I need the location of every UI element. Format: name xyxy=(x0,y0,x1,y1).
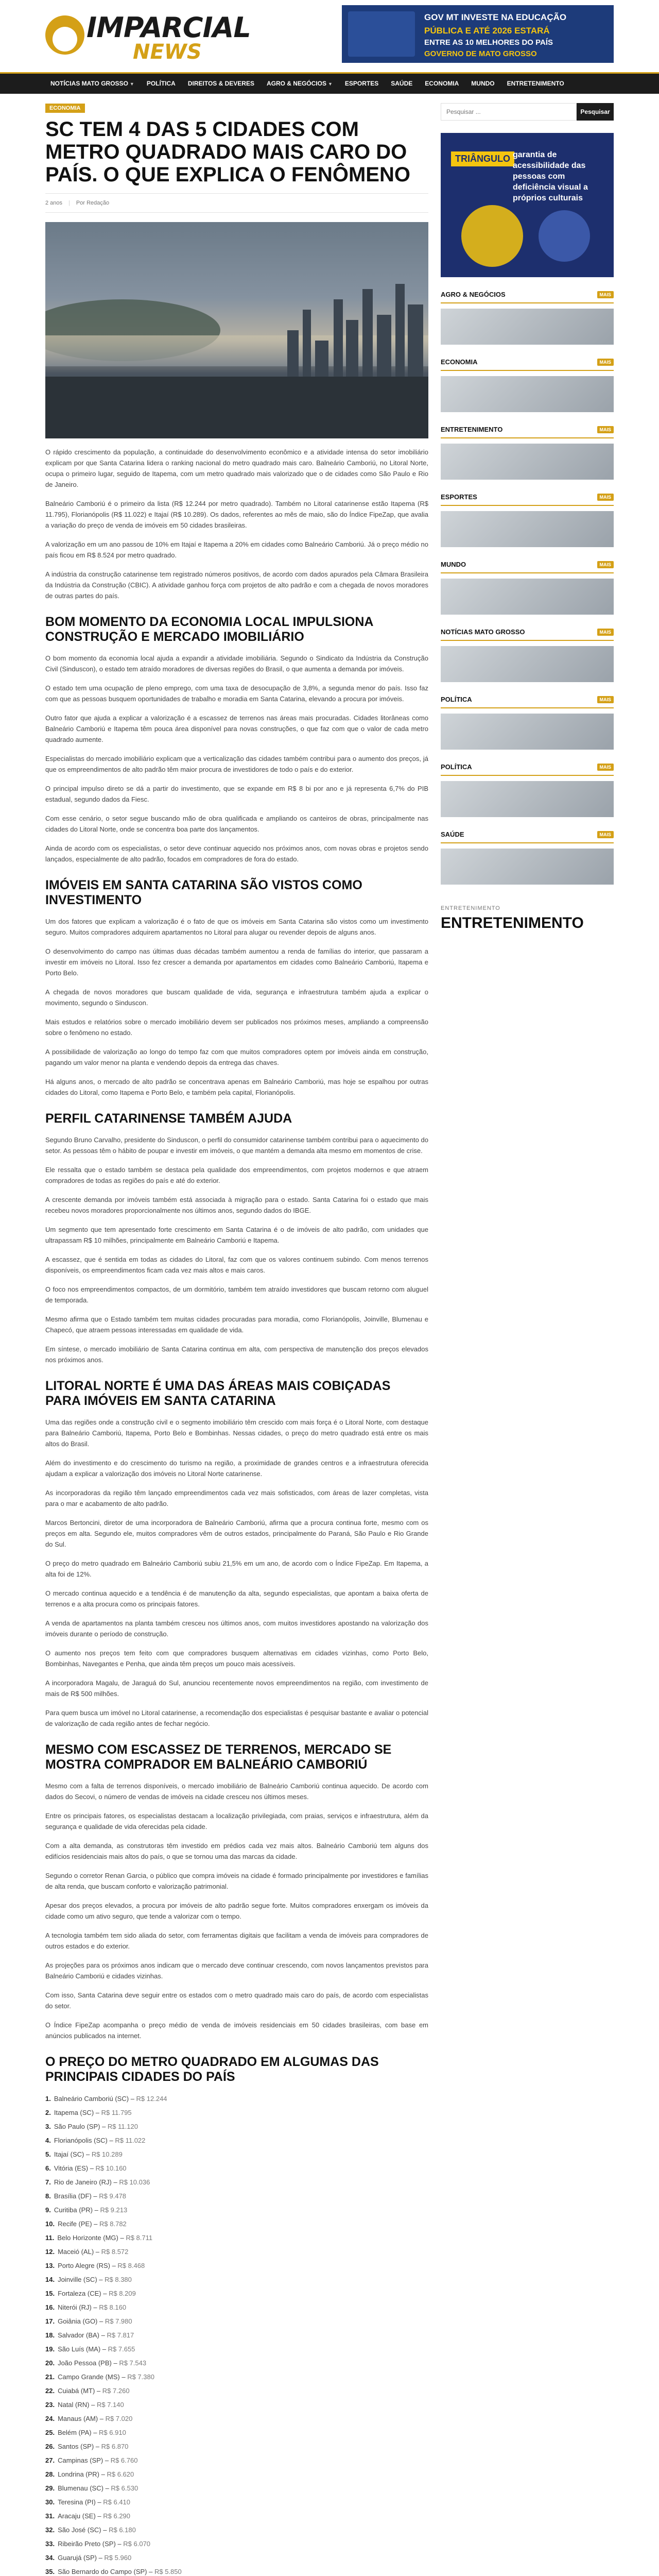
city-name: São Paulo (SP) xyxy=(54,2123,100,2130)
list-rank: 29. xyxy=(45,2484,55,2492)
widget-more-button[interactable]: MAIS xyxy=(597,359,614,366)
price-list-item: 19. São Luís (MA) – R$ 7.655 xyxy=(45,2345,135,2353)
list-rank: 25. xyxy=(45,2429,55,2436)
price-list-item: 27. Campinas (SP) – R$ 6.760 xyxy=(45,2456,138,2464)
list-rank: 19. xyxy=(45,2345,55,2353)
list-rank: 28. xyxy=(45,2470,55,2478)
price-list-item: 17. Goiânia (GO) – R$ 7.980 xyxy=(45,2317,132,2325)
article-paragraph: A indústria da construção catarinense tem registrado números positivos, de acordo com dados apurados pela Câmara Brasileira da Indústria da Construção (CBIC). A atividade ganhou força com projetos de alto padrão e com a chegada de novos moradores de outras partes do país. xyxy=(45,570,428,600)
article-intro xyxy=(45,447,428,601)
city-name: Curitiba (PR) xyxy=(54,2206,93,2214)
city-price: R$ 6.070 xyxy=(123,2540,151,2548)
price-list-item: 4. Florianópolis (SC) – R$ 11.022 xyxy=(45,2137,146,2144)
city-price: R$ 6.530 xyxy=(111,2484,138,2492)
city-name: Vitória (ES) xyxy=(54,2164,89,2172)
city-price: R$ 6.620 xyxy=(107,2470,134,2478)
article-paragraph: Entre os principais fatores, os especialistas destacam a localização privilegiada, com praias, serviços e infraestrutura, além da segurança e qualidade de vida oferecidas pela cidade. xyxy=(45,1812,428,1831)
city-name: Itapema (SC) xyxy=(54,2109,94,2116)
article-paragraph: Outro fator que ajuda a explicar a valorização é a escassez de terrenos nas áreas mais procuradas. Cidades litorâneas como Balneário Camboriú e Itapema têm pouca área disponível para novas construções, o que faz com que o valor de cada metro quadrado aumente. xyxy=(45,714,428,743)
list-rank: 21. xyxy=(45,2373,55,2381)
price-list-item: 10. Recife (PE) – R$ 8.782 xyxy=(45,2220,127,2228)
price-list-heading: O PREÇO DO METRO QUADRADO EM ALGUMAS DAS PRINCIPAIS CIDADES DO PAÍS xyxy=(45,2055,379,2084)
widget-thumbnail[interactable] xyxy=(441,309,614,345)
category-widget xyxy=(441,358,614,412)
city-name: Maceió (AL) xyxy=(58,2248,94,2256)
list-rank: 4. xyxy=(45,2137,51,2144)
city-price: R$ 11.022 xyxy=(115,2137,146,2144)
article-paragraph: As projeções para os próximos anos indicam que o mercado deve continuar crescendo, com novos lançamentos previstos para Balneário Camboriú e cidades vizinhas. xyxy=(45,1961,428,1980)
price-list-item: 23. Natal (RN) – R$ 7.140 xyxy=(45,2401,124,2409)
section-2-body xyxy=(45,916,428,1098)
article-hero-image xyxy=(45,222,428,438)
list-rank: 6. xyxy=(45,2164,51,2172)
price-list-item: 25. Belém (PA) – R$ 6.910 xyxy=(45,2429,126,2436)
nav-item-economia[interactable]: ECONOMIA xyxy=(425,80,459,87)
price-list-item: 28. Londrina (PR) – R$ 6.620 xyxy=(45,2470,134,2478)
widget-thumbnail[interactable] xyxy=(441,511,614,547)
city-name: Itajaí (SC) xyxy=(54,2150,84,2158)
article-paragraph: A tecnologia também tem sido aliada do setor, com ferramentas digitais que facilitam a venda de imóveis para compradores de outros estados e do exterior. xyxy=(45,1931,428,1950)
featured-section-label: ENTRETENIMENTO xyxy=(441,905,500,911)
price-list-item: 3. São Paulo (SP) – R$ 11.120 xyxy=(45,2123,138,2130)
city-name: Belo Horizonte (MG) xyxy=(57,2234,118,2242)
list-rank: 1. xyxy=(45,2095,51,2103)
logo-text-secondary: NEWS xyxy=(133,40,202,64)
widget-title[interactable] xyxy=(441,831,614,843)
city-name: Brasília (DF) xyxy=(54,2192,92,2200)
list-rank: 31. xyxy=(45,2512,55,2520)
article-paragraph: Segundo o corretor Renan Garcia, o público que compra imóveis na cidade é formado principalmente por investidores e famílias de alta renda, que buscam conforto e valorização patrimonial. xyxy=(45,1872,428,1890)
city-name: Belém (PA) xyxy=(58,2429,92,2436)
city-price: R$ 9.478 xyxy=(99,2192,127,2200)
article-paragraph: Com isso, Santa Catarina deve seguir entre os estados com o metro quadrado mais caro do país, de acordo com especialistas do setor. xyxy=(45,1991,428,2010)
price-list-item: 14. Joinville (SC) – R$ 8.380 xyxy=(45,2276,132,2283)
city-price: R$ 6.410 xyxy=(103,2498,131,2506)
article-paragraph: Há alguns anos, o mercado de alto padrão se concentrava apenas em Balneário Camboriú, mas hoje se espalhou por outras cidades do Litoral, como Itapema e Porto Belo, e também pela capital, Florianópolis. xyxy=(45,1078,428,1096)
section-4-body xyxy=(45,1417,428,1729)
category-widget xyxy=(441,426,614,480)
city-price: R$ 7.655 xyxy=(108,2345,135,2353)
article-paragraph: Além do investimento e do crescimento do turismo na região, a proximidade de grandes centros e a infraestrutura oferecida ajudam a explicar a valorização dos imóveis no Litoral Norte catarinense. xyxy=(45,1459,428,1478)
city-price: R$ 6.910 xyxy=(99,2429,126,2436)
price-list-item: 22. Cuiabá (MT) – R$ 7.260 xyxy=(45,2387,130,2395)
list-rank: 20. xyxy=(45,2359,55,2367)
article-paragraph: O foco nos empreendimentos compactos, de um dormitório, também tem atraído investidores que buscam retorno com aluguel de temporada. xyxy=(45,1285,428,1304)
city-price: R$ 11.120 xyxy=(107,2123,138,2130)
city-name: Fortaleza (CE) xyxy=(58,2290,101,2297)
city-name: Natal (RN) xyxy=(58,2401,90,2409)
list-rank: 17. xyxy=(45,2317,55,2325)
article-paragraph: O rápido crescimento da população, a continuidade do desenvolvimento econômico e a atividade intensa do setor imobiliário explicam por que Santa Catarina lidera o ranking nacional do metro quadrado mais caro. Balneário Camboriú, no Litoral Norte, ocupa o primeiro lugar, seguido de Itapema, com um metro quadrado mais valorizado que o de cidades como São Paulo e Rio de Janeiro. xyxy=(45,448,428,488)
list-rank: 9. xyxy=(45,2206,51,2214)
city-price: R$ 7.543 xyxy=(119,2359,147,2367)
article-paragraph: Em síntese, o mercado imobiliário de Santa Catarina continua em alta, com perspectiva de manutenção dos preços elevados nos próximos anos. xyxy=(45,1345,428,1364)
ad-line-2: PÚBLICA E ATÉ 2026 ESTARÁ xyxy=(424,26,550,36)
list-rank: 33. xyxy=(45,2540,55,2548)
city-name: Florianópolis (SC) xyxy=(54,2137,108,2144)
list-rank: 10. xyxy=(45,2220,55,2228)
chevron-down-icon: ▼ xyxy=(129,81,134,87)
widget-title[interactable] xyxy=(441,291,614,303)
article-paragraph: O principal impulso direto se dá a partir do investimento, que se expande em R$ 8 bi por ano e já representa 6,7% do PIB estadual, segundo dados da Fiesc. xyxy=(45,785,428,803)
article-paragraph: A crescente demanda por imóveis também está associada à migração para o estado. Santa Catarina foi o estado que mais recebeu novos moradores proporcionalmente nos últimos anos, segundo dados do IBGE. xyxy=(45,1196,428,1214)
city-name: Aracaju (SE) xyxy=(58,2512,96,2520)
section-1-body xyxy=(45,653,428,865)
city-name: Joinville (SC) xyxy=(58,2276,97,2283)
list-rank: 13. xyxy=(45,2262,55,2269)
sidebar-widgets xyxy=(441,291,614,885)
widget-title[interactable] xyxy=(441,493,614,506)
category-widget xyxy=(441,493,614,547)
city-name: Campo Grande (MS) xyxy=(58,2373,120,2381)
article-paragraph: Mesmo afirma que o Estado também tem muitas cidades procuradas para moradia, como Florianópolis, Joinville, Blumenau e Chapecó, que atraem pessoas interessadas em qualidade de vida. xyxy=(45,1315,428,1334)
city-price: R$ 8.468 xyxy=(117,2262,145,2269)
city-price: R$ 11.795 xyxy=(101,2109,132,2116)
city-price: R$ 8.160 xyxy=(99,2303,127,2311)
article-paragraph: O aumento nos preços tem feito com que compradores busquem alternativas em cidades vizinhas, como Porto Belo, Bombinhas, Navegantes e Penha, que ainda têm preços um pouco mais acessíveis. xyxy=(45,1649,428,1668)
article-paragraph: A possibilidade de valorização ao longo do tempo faz com que muitos compradores optem por imóveis ainda em construção, pagando um valor menor na planta e vendendo depois da entrega das chaves. xyxy=(45,1048,428,1066)
city-price: R$ 6.760 xyxy=(110,2456,138,2464)
section-heading-5: MESMO COM ESCASSEZ DE TERRENOS, MERCADO SE MOSTRA COMPRADOR EM BALNEÁRIO CAMBORIÚ xyxy=(45,1742,392,1772)
city-price: R$ 8.380 xyxy=(105,2276,132,2283)
article-paragraph: Para quem busca um imóvel no Litoral catarinense, a recomendação dos especialistas é pesquisar bastante e avaliar o potencial de valorização de cada região antes de fechar negócio. xyxy=(45,1709,428,1727)
city-name: Guarujá (SP) xyxy=(58,2554,97,2562)
widget-title[interactable] xyxy=(441,426,614,438)
chevron-down-icon: ▼ xyxy=(327,81,333,87)
byline-separator: | xyxy=(68,200,70,206)
price-list-item: 24. Manaus (AM) – R$ 7.020 xyxy=(45,2415,133,2422)
city-price: R$ 7.380 xyxy=(127,2373,154,2381)
price-list-item: 2. Itapema (SC) – R$ 11.795 xyxy=(45,2109,132,2116)
nav-item-politica[interactable]: POLÍTICA xyxy=(146,80,176,87)
article-title: SC TEM 4 DAS 5 CIDADES COM METRO QUADRADO MAIS CARO DO PAÍS. O QUE EXPLICA O FENÔMENO xyxy=(45,118,410,186)
widget-more-button[interactable]: MAIS xyxy=(597,629,614,636)
price-list-item: 35. São Bernardo do Campo (SP) – R$ 5.850 xyxy=(45,2568,182,2575)
article-paragraph: Mais estudos e relatórios sobre o mercado imobiliário devem ser publicados nos próximos meses, ampliando a compreensão sobre o fenômeno no estado. xyxy=(45,1018,428,1037)
category-widget xyxy=(441,696,614,750)
article-paragraph: O desenvolvimento do campo nas últimas duas décadas também aumentou a renda de famílias do interior, que passaram a investir em imóveis no Litoral. Isso fez crescer a demanda por apartamentos em cidades como Balneário Camboriú, Itapema e Porto Belo. xyxy=(45,947,428,977)
article-paragraph: A valorização em um ano passou de 10% em Itajaí e Itapema a 20% em cidades como Balneário Camboriú. Já o preço médio no país ficou em R$ 8.524 por metro quadrado. xyxy=(45,540,428,559)
price-list-item: 29. Blumenau (SC) – R$ 6.530 xyxy=(45,2484,138,2492)
city-price: R$ 10.289 xyxy=(91,2150,123,2158)
nav-item-noticias-mt[interactable]: NOTÍCIAS MATO GROSSO ▼ xyxy=(50,80,134,87)
price-list-item: 12. Maceió (AL) – R$ 8.572 xyxy=(45,2248,129,2256)
article-paragraph: A escassez, que é sentida em todas as cidades do Litoral, faz com que os valores continuem subindo. Com menos terrenos disponíveis, os empreendimentos ficam cada vez mais altos e mais caros. xyxy=(45,1256,428,1274)
section-5-body xyxy=(45,1781,428,2041)
list-rank: 8. xyxy=(45,2192,51,2200)
city-price: R$ 7.020 xyxy=(105,2415,133,2422)
nav-item-direitos[interactable]: DIREITOS & DEVERES xyxy=(187,80,254,87)
search-form xyxy=(441,103,614,121)
price-list-item: 20. João Pessoa (PB) – R$ 7.543 xyxy=(45,2359,147,2367)
article-paragraph: As incorporadoras da região têm lançado empreendimentos cada vez mais sofisticados, com áreas de lazer completas, vista para o mar e acabamento de alto padrão. xyxy=(45,1489,428,1507)
city-name: Teresina (PI) xyxy=(58,2498,96,2506)
widget-title-text: ESPORTES xyxy=(441,493,477,501)
list-rank: 27. xyxy=(45,2456,55,2464)
list-rank: 15. xyxy=(45,2290,55,2297)
city-price: R$ 6.870 xyxy=(101,2443,129,2450)
list-rank: 3. xyxy=(45,2123,51,2130)
city-price: R$ 12.244 xyxy=(136,2095,167,2103)
article-paragraph: Segundo Bruno Carvalho, presidente do Sinduscon, o perfil do consumidor catarinense também contribui para o aquecimento do setor. As pessoas têm o hábito de poupar e investir em imóveis, o que mantém a demanda alta mesmo em momentos de crise. xyxy=(45,1136,428,1155)
list-rank: 35. xyxy=(45,2568,55,2575)
widget-title[interactable] xyxy=(441,561,614,573)
list-rank: 30. xyxy=(45,2498,55,2506)
category-widget xyxy=(441,291,614,345)
list-rank: 23. xyxy=(45,2401,55,2409)
article-paragraph: Um dos fatores que explicam a valorização é o fato de que os imóveis em Santa Catarina são vistos como um investimento seguro. Muitos compradores adquirem apartamentos no Litoral para alugar ou revender depois de alguns anos. xyxy=(45,918,428,936)
city-name: Salvador (BA) xyxy=(58,2331,99,2339)
city-name: Porto Alegre (RS) xyxy=(58,2262,110,2269)
price-list-item: 5. Itajaí (SC) – R$ 10.289 xyxy=(45,2150,123,2158)
list-rank: 5. xyxy=(45,2150,51,2158)
widget-thumbnail[interactable] xyxy=(441,714,614,750)
widget-title-text: ENTRETENIMENTO xyxy=(441,426,503,433)
widget-more-button[interactable]: MAIS xyxy=(597,561,614,568)
widget-more-button[interactable]: MAIS xyxy=(597,291,614,298)
article-paragraph: A chegada de novos moradores que buscam qualidade de vida, segurança e infraestrutura também ajuda a explicar o movimento, segundo o Sinduscon. xyxy=(45,988,428,1007)
list-rank: 11. xyxy=(45,2234,55,2242)
article-paragraph: O mercado continua aquecido e a tendência é de manutenção da alta, segundo especialistas, que apontam a baixa oferta de terrenos e a alta procura como os principais fatores. xyxy=(45,1589,428,1608)
article-paragraph: Ainda de acordo com os especialistas, o setor deve continuar aquecido nos próximos anos, com novas obras e projetos sendo lançados, especialmente de alto padrão, focados em compradores de fora do estado. xyxy=(45,844,428,863)
ad-line-1: GOV MT INVESTE NA EDUCAÇÃO xyxy=(424,12,567,22)
city-price: R$ 8.572 xyxy=(101,2248,129,2256)
nav-item-entretenimento[interactable]: ENTRETENIMENTO xyxy=(507,80,564,87)
city-price: R$ 6.180 xyxy=(109,2526,136,2534)
article-date: 2 anos xyxy=(45,200,63,206)
article-paragraph: O estado tem uma ocupação de pleno emprego, com uma taxa de desocupação de 3,8%, a segunda menor do país. Isso faz com que as pessoas busquem oportunidades de trabalho e moradia em Santa Catarina, elevando a procura por imóveis. xyxy=(45,684,428,703)
city-name: Santos (SP) xyxy=(58,2443,94,2450)
article-paragraph: Mesmo com a falta de terrenos disponíveis, o mercado imobiliário de Balneário Camboriú continua aquecido. De acordo com dados do Secovi, o número de vendas de imóveis na cidade cresceu nos últimos meses. xyxy=(45,1782,428,1801)
city-name: Recife (PE) xyxy=(58,2220,92,2228)
city-name: Blumenau (SC) xyxy=(58,2484,103,2492)
widget-thumbnail[interactable] xyxy=(441,849,614,885)
featured-section-title[interactable]: ENTRETENIMENTO xyxy=(441,914,584,931)
widget-thumbnail[interactable] xyxy=(441,444,614,480)
category-widget xyxy=(441,561,614,615)
widget-title-text: POLÍTICA xyxy=(441,696,472,703)
city-price: R$ 10.160 xyxy=(95,2164,127,2172)
list-rank: 26. xyxy=(45,2443,55,2450)
widget-more-button[interactable]: MAIS xyxy=(597,426,614,433)
widget-title-text: AGRO & NEGÓCIOS xyxy=(441,291,506,298)
price-list-item: 32. São José (SC) – R$ 6.180 xyxy=(45,2526,136,2534)
city-price: R$ 7.817 xyxy=(107,2331,134,2339)
city-name: Cuiabá (MT) xyxy=(58,2387,95,2395)
category-widget xyxy=(441,628,614,682)
logo-ring xyxy=(45,15,84,55)
search-button[interactable]: Pesquisar xyxy=(577,103,614,121)
price-list-item: 1. Balneário Camboriú (SC) – R$ 12.244 xyxy=(45,2095,167,2103)
header-banner-ad[interactable] xyxy=(342,5,614,63)
city-name: São Luís (MA) xyxy=(58,2345,101,2353)
city-price: R$ 10.036 xyxy=(119,2178,150,2186)
city-name: Goiânia (GO) xyxy=(58,2317,98,2325)
section-heading-3: PERFIL CATARINENSE TAMBÉM AJUDA xyxy=(45,1111,292,1126)
nav-item-agro[interactable]: AGRO & NEGÓCIOS ▼ xyxy=(266,80,333,87)
widget-more-button[interactable]: MAIS xyxy=(597,831,614,838)
price-list-item: 16. Niterói (RJ) – R$ 8.160 xyxy=(45,2303,127,2311)
widget-thumbnail[interactable] xyxy=(441,376,614,412)
price-list-item: 26. Santos (SP) – R$ 6.870 xyxy=(45,2443,129,2450)
section-3-body xyxy=(45,1134,428,1365)
price-list-item: 6. Vitória (ES) – R$ 10.160 xyxy=(45,2164,127,2172)
city-name: Ribeirão Preto (SP) xyxy=(58,2540,116,2548)
widget-title[interactable] xyxy=(441,358,614,371)
sidebar-ad[interactable] xyxy=(441,133,614,277)
widget-more-button[interactable]: MAIS xyxy=(597,494,614,501)
price-list-item: 18. Salvador (BA) – R$ 7.817 xyxy=(45,2331,134,2339)
ad-decor-circle xyxy=(539,210,590,262)
nav-item-mundo[interactable]: MUNDO xyxy=(471,80,495,87)
city-price: R$ 8.782 xyxy=(99,2220,127,2228)
list-rank: 34. xyxy=(45,2554,55,2562)
article-paragraph: A incorporadora Magalu, de Jaraguá do Sul, anunciou recentemente novos empreendimentos na região, com investimento de mais de R$ 500 milhões. xyxy=(45,1679,428,1698)
widget-title-text: ECONOMIA xyxy=(441,358,478,366)
article-paragraph: Um segmento que tem apresentado forte crescimento em Santa Catarina é o de imóveis de alto padrão, com unidades que ultrapassam R$ 10 milhões, principalmente em Balneário Camboriú e Itapema. xyxy=(45,1226,428,1244)
city-price: R$ 9.213 xyxy=(100,2206,128,2214)
list-rank: 24. xyxy=(45,2415,55,2422)
price-list-item: 30. Teresina (PI) – R$ 6.410 xyxy=(45,2498,131,2506)
price-list xyxy=(45,2092,428,2576)
article-paragraph: Com esse cenário, o setor segue buscando mão de obra qualificada e ampliando os canteiros de obras, principalmente nas cidades do Litoral Norte, onde se concentra boa parte dos lançamentos. xyxy=(45,815,428,833)
article-byline xyxy=(45,193,428,213)
widget-title-text: POLÍTICA xyxy=(441,763,472,771)
price-list-item: 34. Guarujá (SP) – R$ 5.960 xyxy=(45,2554,132,2562)
city-price: R$ 7.260 xyxy=(102,2387,130,2395)
article-paragraph: A venda de apartamentos na planta também cresceu nos últimos anos, com muitos investidores apostando na valorização dos imóveis durante o período de construção. xyxy=(45,1619,428,1638)
widget-thumbnail[interactable] xyxy=(441,781,614,817)
article-paragraph: O preço do metro quadrado em Balneário Camboriú subiu 21,5% em um ano, de acordo com o Índice FipeZap. Em Itapema, a alta foi de 12%. xyxy=(45,1560,428,1578)
city-name: Manaus (AM) xyxy=(58,2415,98,2422)
city-price: R$ 8.711 xyxy=(126,2234,153,2242)
article-paragraph: Uma das regiões onde a construção civil e o segmento imobiliário têm crescido com mais força é o Litoral Norte, com destaque para Balneário Camboriú, Itapema, Porto Belo e Bombinhas. Nessas cidades, o preço do metro quadrado está entre os mais altos do Brasil. xyxy=(45,1418,428,1448)
ad-line-4: GOVERNO DE MATO GROSSO xyxy=(424,49,537,58)
article-author[interactable]: Por Redação xyxy=(76,200,110,206)
category-widget xyxy=(441,831,614,885)
site-logo[interactable] xyxy=(45,11,251,63)
city-name: Londrina (PR) xyxy=(58,2470,100,2478)
main-navigation xyxy=(0,72,659,94)
search-input[interactable] xyxy=(441,103,577,121)
category-tag[interactable]: ECONOMIA xyxy=(45,104,85,113)
widget-more-button[interactable]: MAIS xyxy=(597,764,614,771)
list-rank: 14. xyxy=(45,2276,55,2283)
city-name: Rio de Janeiro (RJ) xyxy=(54,2178,112,2186)
article-main xyxy=(45,103,428,2576)
sidebar xyxy=(441,103,614,932)
price-list-item: 21. Campo Grande (MS) – R$ 7.380 xyxy=(45,2373,154,2381)
widget-more-button[interactable]: MAIS xyxy=(597,696,614,703)
price-list-item: 15. Fortaleza (CE) – R$ 8.209 xyxy=(45,2290,136,2297)
city-name: Niterói (RJ) xyxy=(58,2303,92,2311)
city-price: R$ 5.850 xyxy=(154,2568,182,2575)
widget-title[interactable] xyxy=(441,628,614,641)
section-heading-4: LITORAL NORTE É UMA DAS ÁREAS MAIS COBIÇADAS PARA IMÓVEIS EM SANTA CATARINA xyxy=(45,1379,391,1408)
price-list-item: 8. Brasília (DF) – R$ 9.478 xyxy=(45,2192,127,2200)
city-price: R$ 5.960 xyxy=(104,2554,132,2562)
article-paragraph: Apesar dos preços elevados, a procura por imóveis de alto padrão segue forte. Muitos compradores enxergam os imóveis da cidade como um ativo seguro, que tende a valorizar com o tempo. xyxy=(45,1902,428,1920)
city-name: Balneário Camboriú (SC) xyxy=(54,2095,129,2103)
site-header xyxy=(0,0,659,72)
article-paragraph: O bom momento da economia local ajuda a expandir a atividade imobiliária. Segundo o Sindicato da Indústria da Construção Civil (Sinduscon), o estado tem atraído moradores de diversas regiões do Brasil, o que aumenta a demanda por imóveis. xyxy=(45,654,428,673)
list-rank: 2. xyxy=(45,2109,51,2116)
price-list-item: 33. Ribeirão Preto (SP) – R$ 6.070 xyxy=(45,2540,151,2548)
city-name: São José (SC) xyxy=(58,2526,101,2534)
widget-title-text: SAÚDE xyxy=(441,831,464,838)
widget-thumbnail[interactable] xyxy=(441,646,614,682)
price-list-item: 9. Curitiba (PR) – R$ 9.213 xyxy=(45,2206,128,2214)
category-widget xyxy=(441,763,614,817)
widget-title-text: NOTÍCIAS MATO GROSSO xyxy=(441,628,525,636)
city-price: R$ 8.209 xyxy=(109,2290,136,2297)
section-heading-1: BOM MOMENTO DA ECONOMIA LOCAL IMPULSIONA CONSTRUÇÃO E MERCADO IMOBILIÁRIO xyxy=(45,615,373,644)
article-paragraph: Ele ressalta que o estado também se destaca pela qualidade dos empreendimentos, com projetos modernos e que atraem compradores de todas as regiões do país e até do exterior. xyxy=(45,1166,428,1184)
list-rank: 7. xyxy=(45,2178,51,2186)
widget-thumbnail[interactable] xyxy=(441,579,614,615)
city-name: São Bernardo do Campo (SP) xyxy=(58,2568,147,2575)
widget-title[interactable] xyxy=(441,763,614,776)
article-paragraph: Especialistas do mercado imobiliário explicam que a verticalização das cidades também contribui para o aumento dos preços, já que os empreendimentos de alto padrão têm maior procura de investidores de todo o país e do exterior. xyxy=(45,755,428,773)
city-price: R$ 7.980 xyxy=(105,2317,132,2325)
logo-text-primary: IMPARCIAL xyxy=(86,11,251,44)
widget-title-text: MUNDO xyxy=(441,561,466,568)
price-list-item: 7. Rio de Janeiro (RJ) – R$ 10.036 xyxy=(45,2178,150,2186)
ad-decor-circle xyxy=(461,205,523,267)
article-paragraph: Marcos Bertoncini, diretor de uma incorporadora de Balneário Camboriú, afirma que a procura continua forte, mesmo com os preços em alta. Segundo ele, muitos compradores vêm de outros estados, principalmente do Paraná, São Paulo e Rio Grande do Sul. xyxy=(45,1519,428,1548)
price-list-item: 31. Aracaju (SE) – R$ 6.290 xyxy=(45,2512,131,2520)
list-rank: 12. xyxy=(45,2248,55,2256)
price-list-item: 11. Belo Horizonte (MG) – R$ 8.711 xyxy=(45,2234,153,2242)
ad-image xyxy=(348,11,415,57)
list-rank: 32. xyxy=(45,2526,55,2534)
nav-item-esportes[interactable]: ESPORTES xyxy=(344,80,379,87)
ad-tag: TRIÂNGULO xyxy=(451,151,514,166)
city-name: Campinas (SP) xyxy=(58,2456,103,2464)
city-name: João Pessoa (PB) xyxy=(58,2359,112,2367)
article-paragraph: O Índice FipeZap acompanha o preço médio de venda de imóveis residenciais em 50 cidades brasileiras, com base em anúncios publicados na internet. xyxy=(45,2021,428,2040)
city-price: R$ 6.290 xyxy=(103,2512,131,2520)
article-paragraph: Balneário Camboriú é o primeiro da lista (R$ 12.244 por metro quadrado). Também no Litoral catarinense estão Itapema (R$ 11.795), Florianópolis (R$ 11.022) e Itajaí (R$ 10.289). Os dados, referentes ao mês de maio, são do Índice FipeZap, que avalia a variação do preço de venda de imóveis em 50 cidades brasileiras. xyxy=(45,500,428,529)
article-paragraph: Com a alta demanda, as construtoras têm investido em prédios cada vez mais altos. Balneário Camboriú tem alguns dos edifícios residenciais mais altos do país, o que se tornou uma das marcas da cidade. xyxy=(45,1842,428,1860)
ad-line-3: ENTRE AS 10 MELHORES DO PAÍS xyxy=(424,38,553,47)
section-heading-2: IMÓVEIS EM SANTA CATARINA SÃO VISTOS COMO INVESTIMENTO xyxy=(45,878,362,907)
list-rank: 22. xyxy=(45,2387,55,2395)
nav-item-saude[interactable]: SAÚDE xyxy=(391,80,413,87)
widget-title[interactable] xyxy=(441,696,614,708)
list-rank: 18. xyxy=(45,2331,55,2339)
price-list-item: 13. Porto Alegre (RS) – R$ 8.468 xyxy=(45,2262,145,2269)
city-price: R$ 7.140 xyxy=(96,2401,124,2409)
ad-text: garantia de acessibilidade das pessoas com deficiência visual a próprios culturais xyxy=(513,150,588,202)
list-rank: 16. xyxy=(45,2303,55,2311)
